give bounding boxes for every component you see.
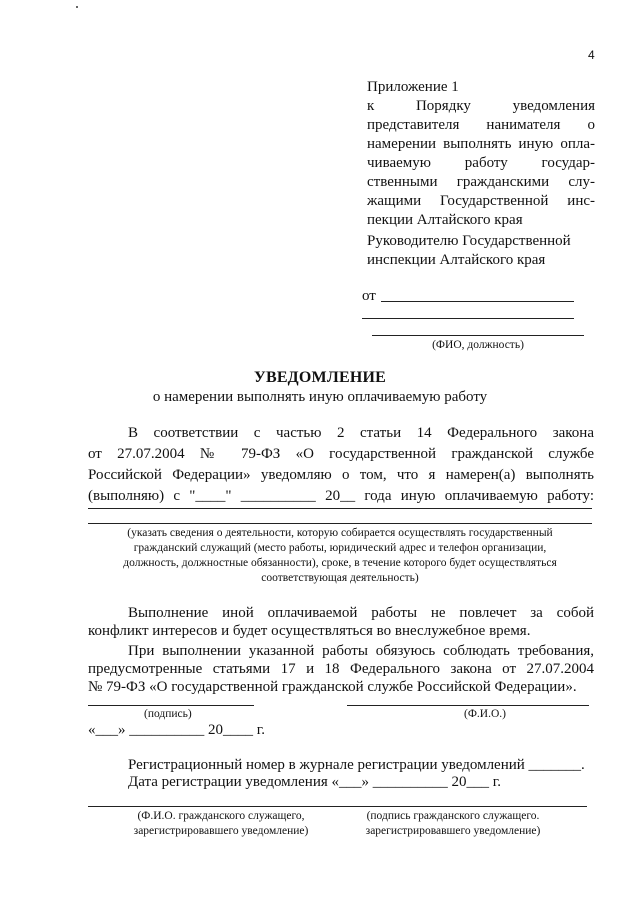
addressee-line: Руководителю Государственной: [367, 233, 571, 249]
signature-line: [88, 705, 254, 706]
appendix-line: представителя нанимателя о: [367, 117, 595, 133]
note-line: (указать сведения о деятельности, которую собирается осуществлять государственный: [127, 527, 553, 539]
page-number: 4: [588, 48, 595, 62]
signature-caption: (подпись): [144, 708, 192, 720]
caption-line: (подпись гражданского служащего.: [366, 810, 540, 822]
statement-line: от 27.07.2004 № 79-ФЗ «О государственной гражданской службе: [88, 446, 594, 462]
document-subheading: о намерении выполнять иную оплачиваемую работу: [152, 389, 488, 405]
note-line: гражданский служащий (место работы, юридический адрес и телефон организации,: [133, 542, 547, 554]
appendix-line: пекции Алтайского края: [367, 212, 523, 228]
appendix-line: чиваемую работу государ-: [367, 155, 595, 171]
no-conflict-line: конфликт интересов и будет осуществляться во внеслужебное время.: [88, 623, 531, 639]
appendix-line: ственными гражданскими слу-: [367, 174, 595, 190]
obligations-line: № 79-ФЗ «О государственной гражданской службе Российской Федерации».: [88, 679, 577, 695]
caption-line: зарегистрировавшего уведомление): [133, 825, 309, 837]
registration-number-line: Регистрационный номер в журнале регистрации уведомлений _______.: [128, 757, 585, 773]
paragraph-statement: [88, 423, 594, 507]
appendix-line: намерении выполнять иную опла-: [367, 136, 595, 152]
note-line: должность, должностные обязанности), сроке, в течение которого будет осуществляться: [123, 557, 557, 569]
appendix-title: Приложение 1: [367, 79, 459, 95]
stray-mark: [76, 6, 78, 8]
document-heading: УВЕДОМЛЕНИЕ: [254, 369, 386, 386]
appendix-line: жащими Государственной инс-: [367, 193, 595, 209]
signature-date-line: «___» __________ 20____ г.: [88, 722, 265, 738]
addressee-block: [367, 232, 607, 270]
paragraph-obligations: [88, 642, 594, 696]
obligations-line: предусмотренные статьями 17 и 18 Федерального закона от 27.07.2004: [88, 661, 594, 677]
work-details-note: [88, 526, 592, 586]
from-label: от: [362, 288, 376, 304]
fio-caption: (Ф.И.О.): [464, 708, 506, 720]
work-details-line-2: [88, 523, 592, 524]
fio-position-caption: (ФИО, должность): [432, 339, 524, 351]
caption-line: (Ф.И.О. гражданского служащего,: [137, 810, 305, 822]
statement-line: Российской Федерации» уведомляю о том, что я намерен(а) выполнять: [88, 467, 594, 483]
caption-line: зарегистрировавшего уведомление): [365, 825, 541, 837]
addressee-line: инспекции Алтайского края: [367, 252, 546, 268]
fio-line: [347, 705, 589, 706]
no-conflict-line: Выполнение иной оплачиваемой работы не повлечет за собой: [128, 605, 594, 621]
from-field-line-1: [381, 301, 574, 302]
statement-line: (выполняю) с "____" __________ 20__ года иную оплачиваемую работу:: [88, 488, 594, 504]
from-field-line-3: [372, 335, 584, 336]
obligations-line: При выполнении указанной работы обязуюсь соблюдать требования,: [128, 643, 594, 659]
note-line: соответствующая деятельность): [261, 572, 419, 584]
appendix-line: к Порядку уведомления: [367, 98, 595, 114]
from-field-line-2: [362, 318, 574, 319]
appendix-block: [367, 78, 595, 230]
work-details-line-1: [88, 508, 592, 509]
registrar-signature-caption: [342, 809, 564, 839]
registration-date-line: Дата регистрации уведомления «___» __________ 20___ г.: [128, 774, 501, 790]
registrar-fio-caption: [110, 809, 332, 839]
paragraph-no-conflict: [88, 604, 594, 640]
statement-line: В соответствии с частью 2 статьи 14 Федерального закона: [128, 425, 594, 441]
registrar-line: [88, 806, 587, 807]
